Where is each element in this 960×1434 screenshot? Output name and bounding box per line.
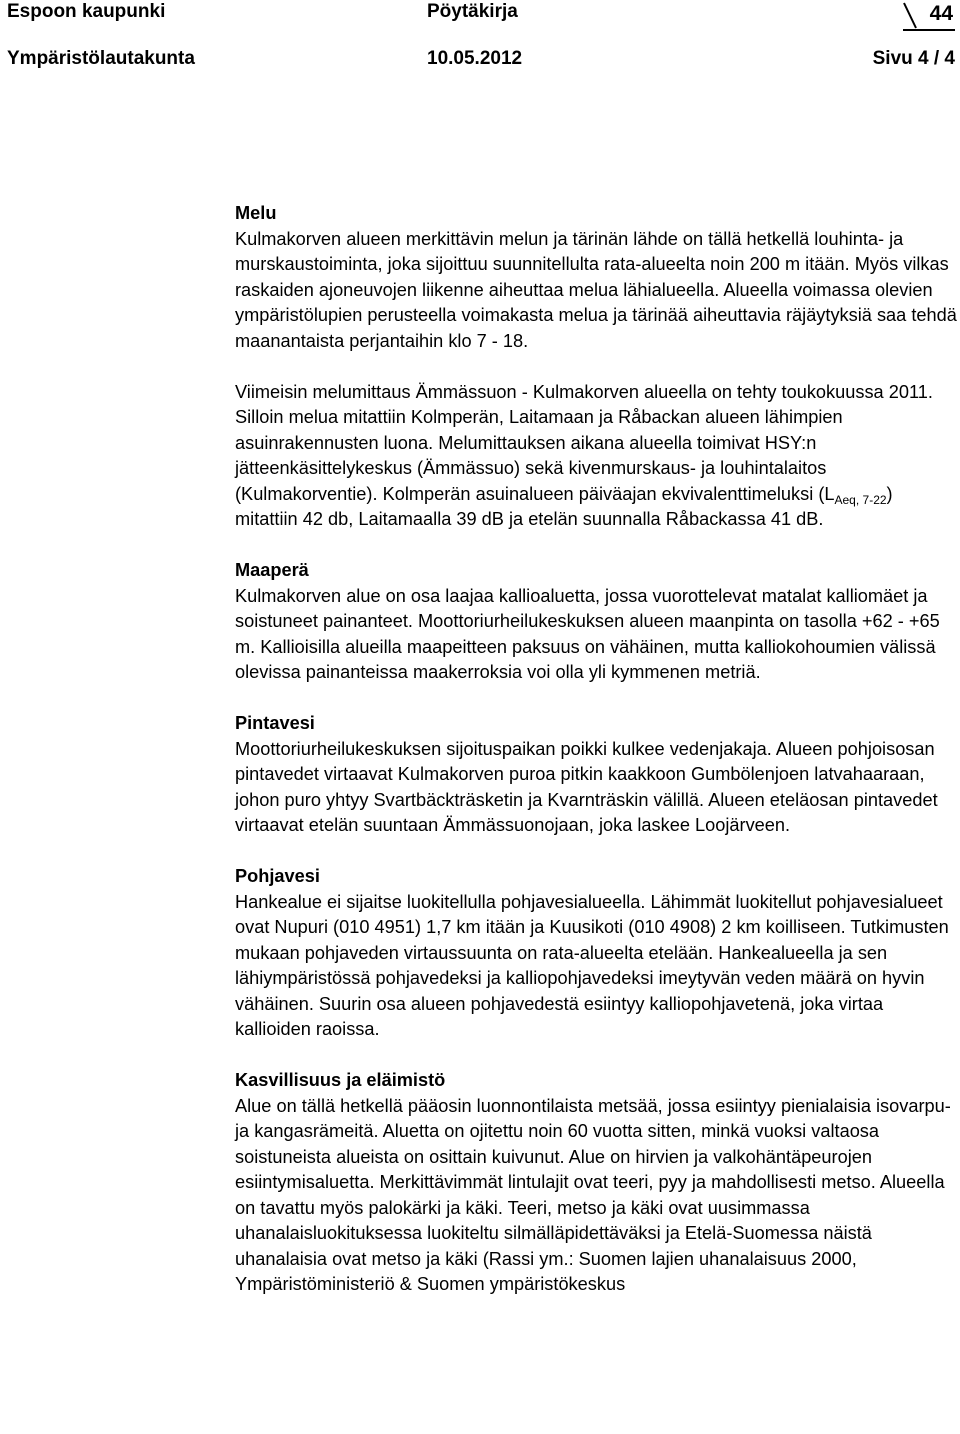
section-pintavesi [235,711,960,839]
meeting-date: 10.05.2012 [427,48,523,69]
section-melu [235,201,960,533]
page-number: 44 [929,2,953,25]
page-number-box [903,1,955,31]
section-text-pintavesi: Moottoriurheilukeskuksen sijoituspaikan poikki kulkee vedenjakaja. Alueen pohjoisosan pintavedet virtaavat Kulmakorven puroa pitkin kaakkoon Gumbölenjoen latvahaaraan, johon puro yhtyy Svartbäckträsketin ja Kvarnträskin välillä. Alueen eteläosan pintavedet virtaavat etelän suuntaan Ämmässuonojaan, joka laskee Loojärveen. [235,738,938,835]
section-text-melu-1: Kulmakorven alueen merkittävin melun ja tärinän lähde on tällä hetkellä louhinta- ja murskaustoiminta, joka sijoittuu suunnitellulta rata-alueelta noin 200 m itään. Myös vilkas raskaiden ajoneuvojen liikenne aiheuttaa melua lähialueella. Alueella voimassa olevien ympäristölupien perusteella voimakasta melua ja tärinää aiheuttavia räjäytyksiä saa tehdä maanantaista perjantaihin klo 7 - 18. [235,228,957,351]
section-pohjavesi [235,864,960,1043]
section-maapera [235,558,960,686]
document-type: Pöytäkirja [427,1,518,22]
page-number-marker-icon [903,1,917,29]
organization-name: Espoon kaupunki [7,1,166,22]
section-title-melu: Melu [235,203,277,223]
section-title-kasvillisuus: Kasvillisuus ja eläimistö [235,1070,446,1090]
page-of: Sivu 4 / 4 [872,48,955,69]
committee-name: Ympäristölautakunta [7,48,195,69]
section-kasvillisuus [235,1068,960,1298]
document-body [235,201,960,1323]
melu-2-text-before: Viimeisin melumittaus Ämmässuon - Kulmakorven alueella on tehty toukokuussa 2011. Silloin melua mitattiin Kolmperän, Laitamaan ja Råbackan alueen lähimpien asuinrakennusten luona. Melumittauksen aikana alueella toimivat HSY:n jätteenkäsittelykeskus (Ämmässuo) sekä kivenmurskaus- ja louhintalaitos (Kulmakorventie). Kolmperän asuinalueen päiväajan ekvivalenttimeluksi (L [235,381,933,504]
section-text-pohjavesi: Hankealue ei sijaitse luokitellulla pohjavesialueella. Lähimmät luokitellut pohjavesialueet ovat Nupuri (010 4951) 1,7 km itään ja Kuusikoti (010 4908) 2 km koilliseen. Tutkimusten mukaan pohjaveden virtaussuunta on rata-alueelta etelään. Hankealueella ja sen lähiympäristössä pohjavedeksi ja kalliopohjavedeksi imeytyvän veden määrä on hyvin vähäinen. Suurin osa alueen pohjavedestä esiintyy kalliopohjavetenä, joka virtaa kallioiden raoissa. [235,891,949,1039]
section-title-maapera: Maaperä [235,560,309,580]
section-title-pintavesi: Pintavesi [235,713,315,733]
document-header [0,0,960,80]
melu-2-subscript: Aeq, 7-22 [834,492,887,507]
section-text-maapera: Kulmakorven alue on osa laajaa kallioaluetta, jossa vuorottelevat matalat kalliomäet ja soistuneet painanteet. Moottoriurheilukeskuksen alueen maanpinta on tasolla +62 - +65 m. Kallioisilla alueilla maapeitteen paksuus on vähäinen, mutta kalliokohoumien välissä olevissa painanteissa maakerroksia voi olla yli kymmenen metriä. [235,585,940,682]
section-text-melu-2 [235,380,960,533]
section-title-pohjavesi: Pohjavesi [235,866,320,886]
melu-2-text-after: ) mitattiin 42 db, Laitamaalla 39 dB ja etelän suunnalla Råbackassa 41 dB. [235,483,893,529]
section-text-kasvillisuus: Alue on tällä hetkellä pääosin luonnontilaista metsää, jossa esiintyy pienialaisia isovarpu- ja kangasrämeitä. Aluetta on ojitettu noin 60 vuotta sitten, minkä vuoksi valtaosa soistuneista alueista on osittain kuivunut. Alue on hirvien ja valkohäntäpeurojen esiintymisaluetta. Merkittävimmät lintulajit ovat teeri, pyy ja mahdollisesti metso. Alueella on tavattu myös palokärki ja käki. Teeri, metso ja käki ovat uusimmassa uhanalaisluokituksessa luokiteltu silmälläpidettäväksi ja Etelä-Suomessa näistä uhanalaisia ovat metso ja käki (Rassi ym.: Suomen lajien uhanalaisuus 2000, Ympäristöministeriö & Suomen ympäristökeskus [235,1095,951,1294]
